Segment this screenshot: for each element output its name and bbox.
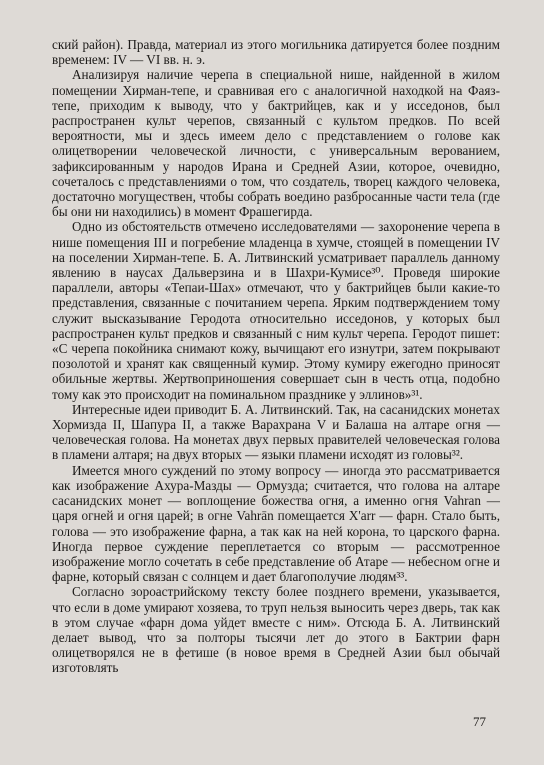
paragraph-1: ский район). Правда, материал из этого могильника датируется более поздним временем: IV — VI вв. н. э. — [52, 37, 500, 68]
paragraph-5: Имеется много суждений по этому вопросу — иногда это рассматривается как изображение Ахура-Мазды — Ормузда; считается, что голова на алтаре сасанидских монет — воплощение божества огня, а именно огня Vahran — царя огней и огня царей; в огне Vahrān помещается X'arr — фарн. Стало быть, голова — это изображение фарна, а так как на ней корона, то царского фарна. Иногда первое суждение переплетается со вторым — рассмотренное изображение могло сочетать в себе представление об Атаре — небесном огне и фарне, который связан с солнцем и дает благополучие людям³³. — [52, 462, 500, 585]
paragraph-2: Анализируя наличие черепа в специальной нише, найденной в жилом помещении Хирман-тепе, и сравнивая его с аналогичной находкой на Фаяз-тепе, приходим к выводу, что у бактрийцев, как и у исседонов, был распространен культ черепов, связанный с культом предков. По всей вероятности, мы и здесь имеем дело с представлением о голове как олицетворении человеческой личности, с универсальным верованием, зафиксированным у народов Ирана и Средней Азии, которое, очевидно, сочеталось с представлениями о том, что создатель, творец каждого человека, достаточно могуществен, чтобы собрать воедино разбросанные части тела (где бы они ни находились) в момент Фрашегирда. — [52, 67, 500, 220]
paragraph-3: Одно из обстоятельств отмечено исследователями — захоронение черепа в нише помещения III и погребение младенца в хумче, стоящей в помещении IV на поселении Хирман-тепе. Б. А. Литвинский усматривает параллель данному явлению в наусах Дальверзина и в Шахри-Кумисе³⁰. Проведя широкие параллели, авторы «Тепаи-Шах» отмечают, что у бактрийцев были какие-то представления, связанные с почитанием черепа. Ярким подтверждением тому служит высказывание Геродота относительно исседонов, у которых был распространен культ предков и связанный с ним культ черепа. Геродот пишет: «С черепа покойника снимают кожу, вычищают его изнутри, затем покрывают позолотой и хранят как священный кумир. Этому кумиру ежегодно приносят обильные жертвы. Жертвоприношения совершает сын в честь отца, подобно тому как это происходит на поминальном празднике у эллинов»³¹. — [52, 219, 500, 402]
body-text — [52, 37, 500, 676]
page-number: 77 — [473, 714, 486, 729]
paragraph-6: Согласно зороастрийскому тексту более позднего времени, указывается, что если в доме умирают хозяева, то труп нельзя выносить через дверь, так как в этом случае «фарн дома уйдет вместе с ним». Отсюда Б. А. Литвинский делает вывод, что за полторы тысячи лет до этого в Бактрии фарн олицетворялся не в фетише (в новое время в Средней Азии был обычай изготовлять — [52, 584, 500, 676]
paragraph-4: Интересные идеи приводит Б. А. Литвинский. Так, на сасанидских монетах Хормизда II, Шапура II, а также Варахрана V и Балаша на алтаре огня — человеческая голова. На монетах двух первых правителей человеческая голова в пламени алтаря; на двух вторых — языки пламени исходят из головы³². — [52, 401, 500, 463]
